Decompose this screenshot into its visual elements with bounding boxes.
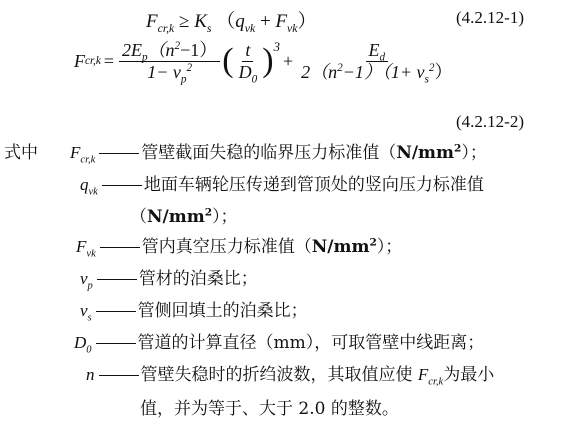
em-dash [97,279,137,280]
definition-item: $F_{vk}$ 管内真空压力标准值$(N/mm^2)$； [76,236,403,260]
equation-number-1: (4.2.12-1) [456,8,524,27]
right-brace: ) [262,42,274,80]
definitions-intro: 式中 [4,143,38,163]
definition-item: $F_{cr,k}$ 管壁截面失稳的临界压力标准值$(N/mm^2)$； [70,142,487,166]
fraction-t-over-d0: $\frac{t}{D_0}$ [238,40,258,86]
fraction-2: $\frac{E_d}{2(n^2-1)(1+ v_s^2)}$ [301,40,453,86]
equation-number-2: (4.2.12-2) [456,112,524,131]
em-dash [99,375,139,376]
definition-item: n 管壁失稳时的折绉波数，其取值应使 $F_{cr,k}$为最小 [86,365,495,388]
equation-4-2-12-2: F cr,k = $\frac{2E_p(n^2-1)}{1- v_p^2}$ ( $\frac{t}{D_0}$ ) $^3$ + $\frac{E_d}{2(n^2-1)(1+ v_s^2)}$ [74,40,457,82]
definition-item: $D_0$ 管道的计算直径（mm），可取管壁中线距离； [74,333,485,356]
em-dash [100,247,140,248]
em-dash [102,185,142,186]
em-dash [99,153,139,154]
fraction-1: $\frac{2E_p(n^2-1)}{1- v_p^2}$ [119,40,220,82]
definition-item: $v_p$ 管材的泊桑比； [80,269,258,292]
definition-item-continuation: $(N/mm^2)$； [130,206,238,227]
definition-item: $v_s$ 管侧回填土的泊桑比； [80,301,308,324]
left-brace: ( [222,42,234,80]
em-dash [96,311,136,312]
em-dash [96,343,136,344]
equation-4-2-12-1: $F_{cr,k} \ge K_s$ $(q_{vk} + F_{vk})$ [146,11,317,35]
definition-item: $q_{vk}$ 地面车辆轮压传递到管顶处的竖向压力标准值 [80,175,484,198]
definition-item-continuation: 值，并为等于、大于 2.0 的整数。 [140,399,399,419]
